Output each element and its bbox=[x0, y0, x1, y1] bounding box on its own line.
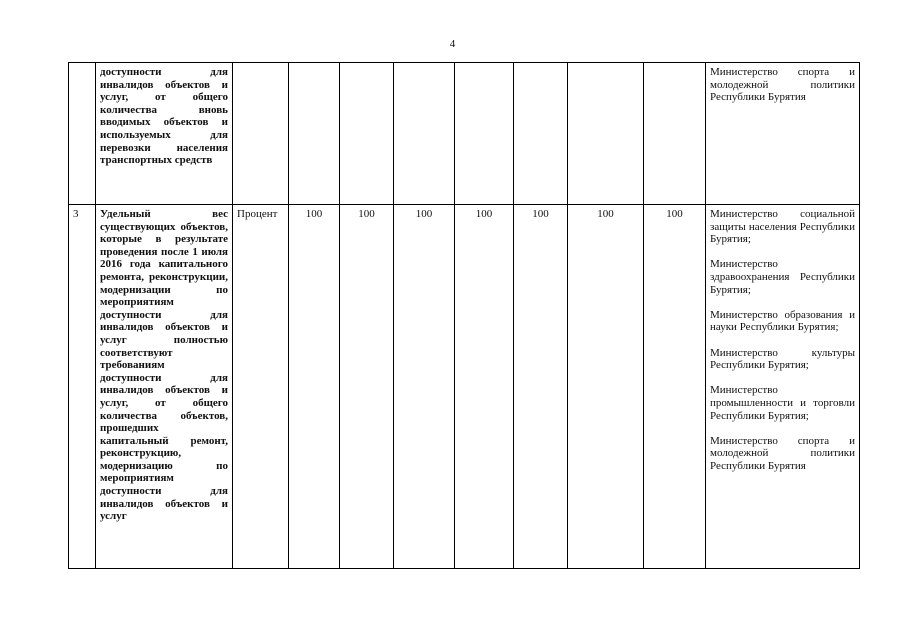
row-number-cell: 3 bbox=[69, 205, 96, 569]
value-cell: 100 bbox=[644, 205, 706, 569]
value-cell bbox=[568, 63, 644, 205]
page-number: 4 bbox=[449, 38, 456, 50]
value-cell bbox=[644, 63, 706, 205]
responsible-cell bbox=[706, 63, 860, 205]
value-cell bbox=[455, 63, 514, 205]
responsible-entity: Министерство социальной защиты населения Республики Бурятия; bbox=[710, 208, 855, 246]
table-row bbox=[69, 63, 860, 205]
value-cell: 100 bbox=[568, 205, 644, 569]
responsible-entity: Министерство спорта и молодежной политики Республики Бурятия bbox=[710, 434, 855, 472]
responsible-entity: Министерство промышленности и торговли Республики Бурятия; bbox=[710, 384, 855, 422]
table-row bbox=[69, 205, 860, 569]
indicator-description: доступности для инвалидов объектов и услуг, от общего количества вновь вводимых объектов и используемых для перевозки населения транспортных средств bbox=[96, 63, 233, 205]
value-cell: 100 bbox=[340, 205, 394, 569]
value-cell bbox=[514, 63, 568, 205]
value-cell: 100 bbox=[514, 205, 568, 569]
unit-cell bbox=[233, 63, 289, 205]
responsible-entity: Министерство культуры Республики Бурятия; bbox=[710, 346, 855, 372]
unit-cell: Процент bbox=[233, 205, 289, 569]
value-cell bbox=[289, 63, 340, 205]
value-cell: 100 bbox=[394, 205, 455, 569]
responsible-entity: Министерство спорта и молодежной политики Республики Бурятия bbox=[710, 66, 855, 104]
value-cell bbox=[394, 63, 455, 205]
row-number-cell bbox=[69, 63, 96, 205]
value-cell bbox=[340, 63, 394, 205]
responsible-cell bbox=[706, 205, 860, 569]
responsible-entity: Министерство здравоохранения Республики Бурятия; bbox=[710, 258, 855, 296]
value-cell: 100 bbox=[455, 205, 514, 569]
responsible-entity: Министерство образования и науки Республики Бурятия; bbox=[710, 308, 855, 334]
indicator-description: Удельный вес существующих объектов, которые в результате проведения после 1 июля 2016 года капитального ремонта, реконструкции, модернизации по мероприятиям доступности для инвалидов объектов и услуг полностью соответствуют требованиям доступности для инвалидов объектов и услуг, от общего количества объектов, прошедших капитальный ремонт, реконструкцию, модернизацию по мероприятиям доступности для инвалидов объектов и услуг bbox=[96, 205, 233, 569]
indicator-table bbox=[68, 62, 860, 569]
value-cell: 100 bbox=[289, 205, 340, 569]
